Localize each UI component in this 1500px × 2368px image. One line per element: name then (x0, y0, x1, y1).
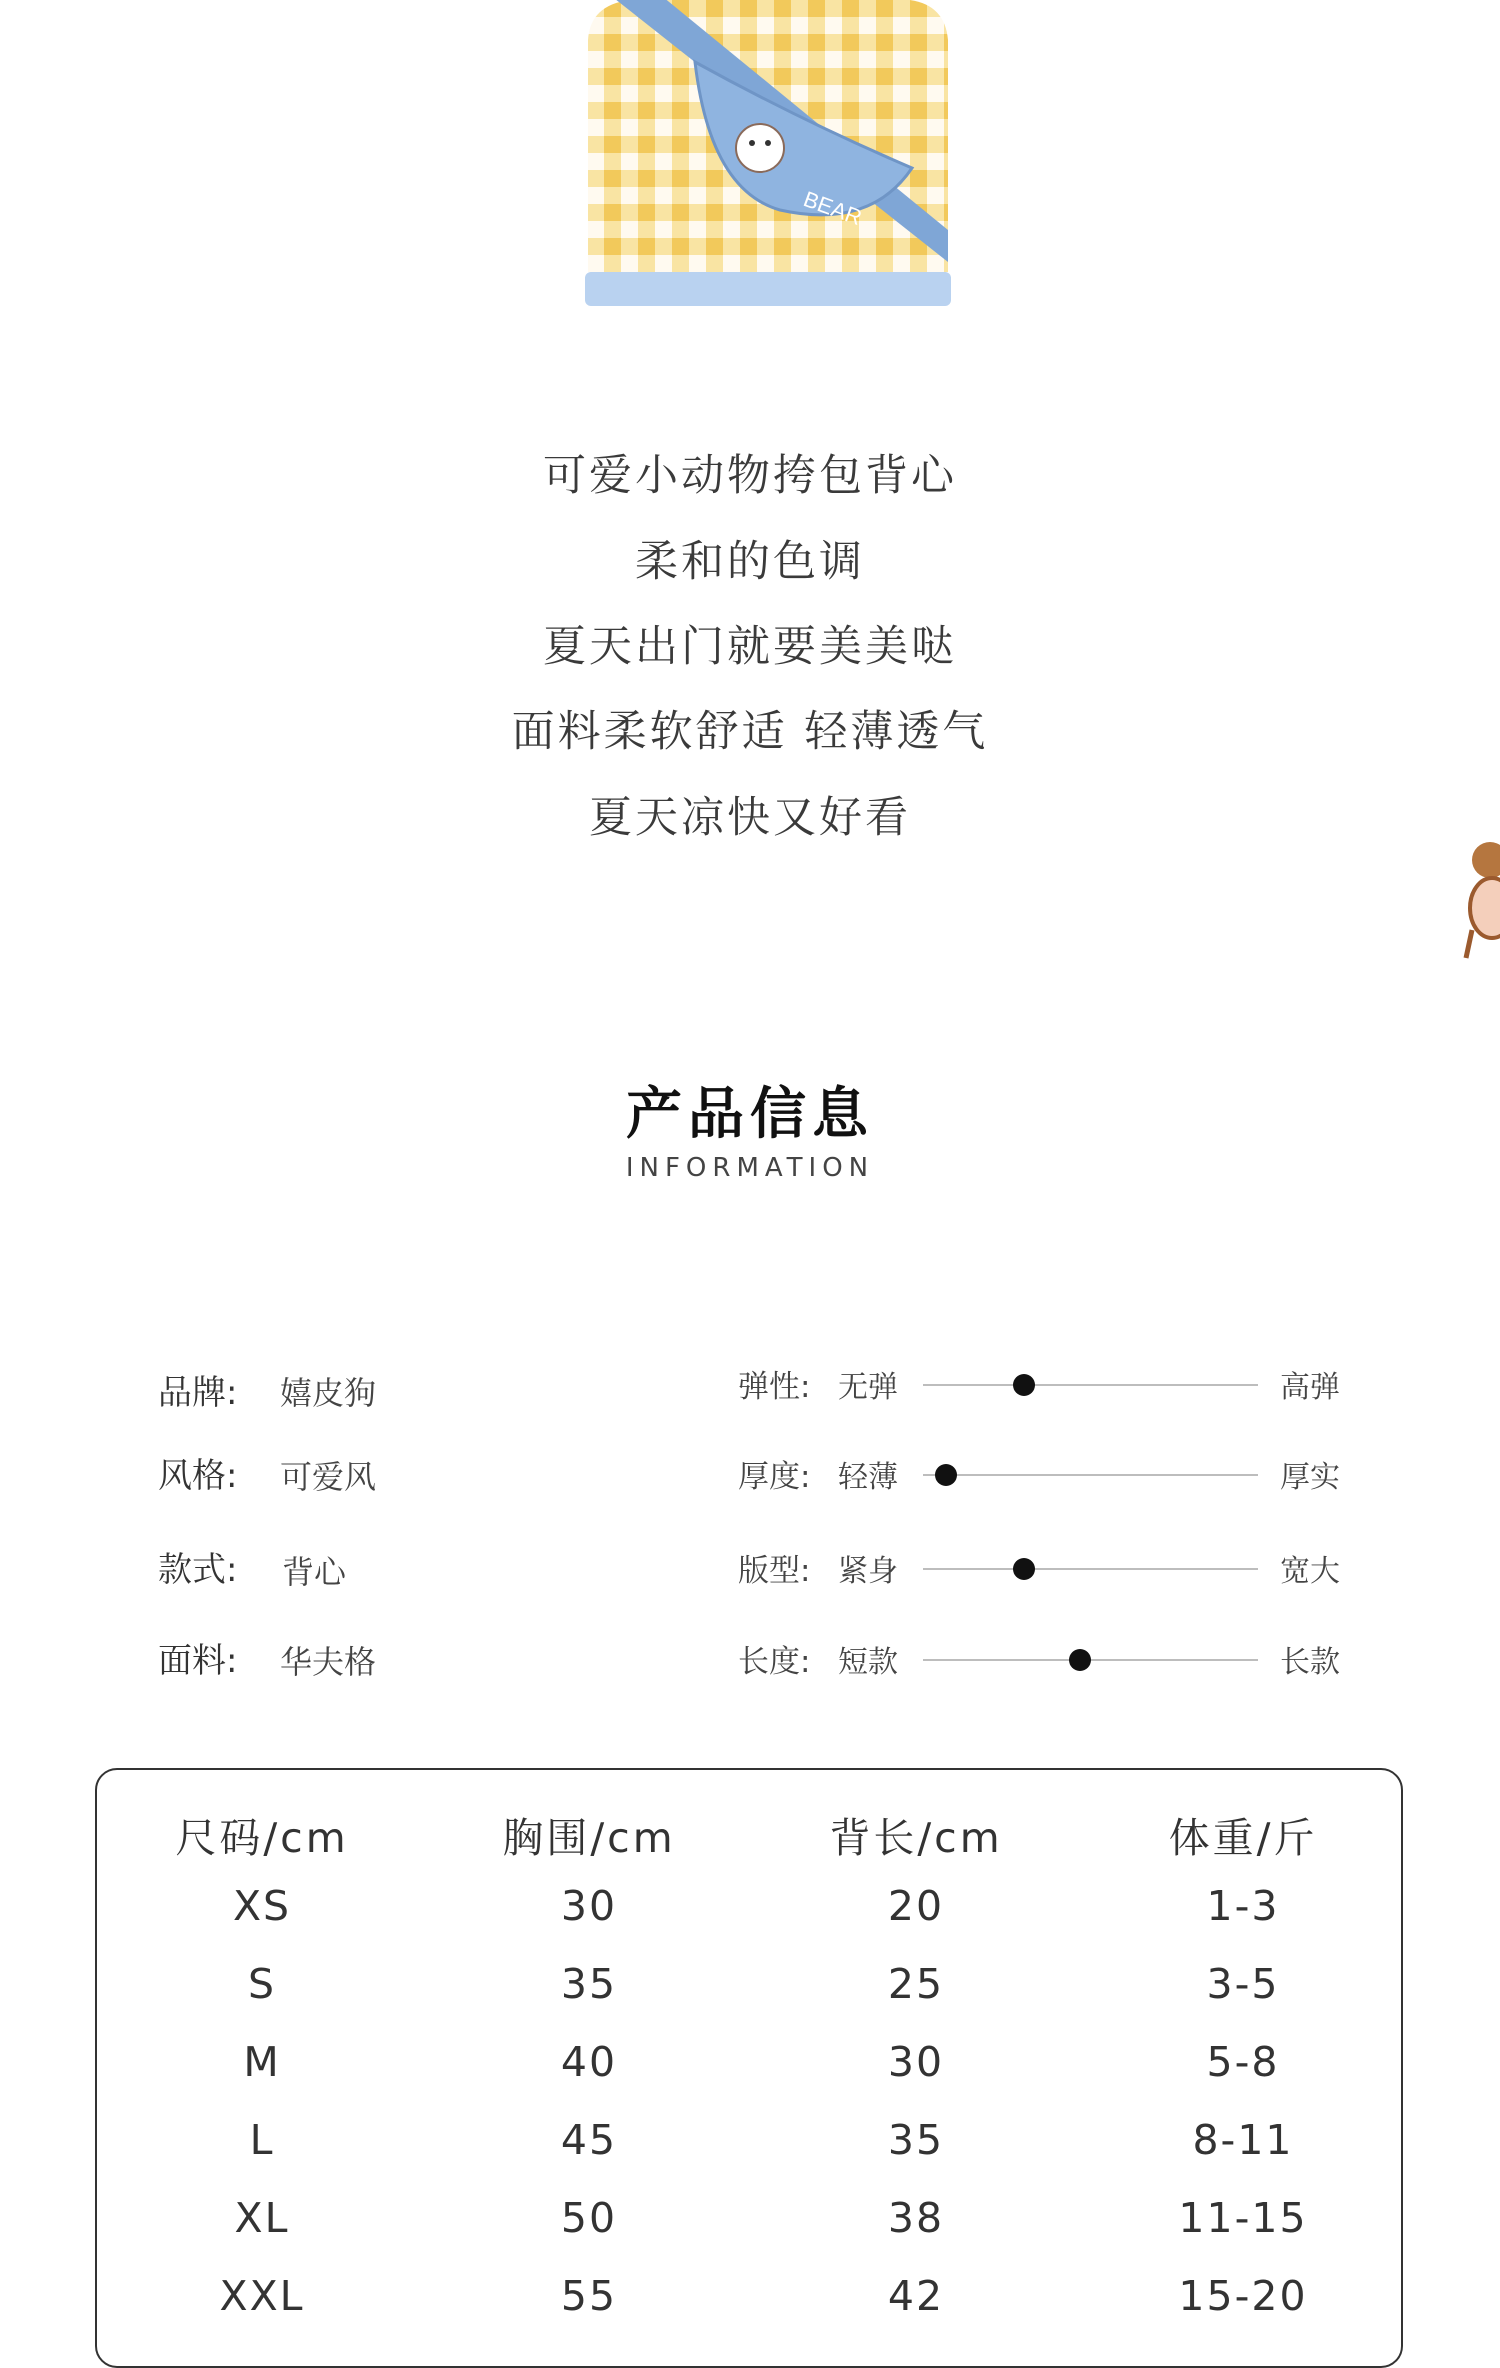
tagline-line-3: 夏天出门就要美美哒 (543, 622, 957, 672)
slider-dot-length (1069, 1649, 1091, 1671)
slider-label-thickness: 厚度: (738, 1459, 811, 1495)
bear-sticker-icon (1460, 820, 1500, 970)
table-cell-weight: 15-20 (1178, 2272, 1308, 2320)
table-cell-weight: 1-3 (1206, 1882, 1280, 1930)
slider-min-length: 短款 (838, 1645, 898, 1680)
table-cell-size: XL (234, 2194, 290, 2242)
table-cell-size: M (243, 2038, 281, 2086)
slider-track-fit (923, 1568, 1258, 1570)
info-value-brand: 嬉皮狗 (280, 1374, 377, 1412)
slider-label-fit: 版型: (738, 1553, 811, 1589)
slider-dot-elasticity (1013, 1374, 1035, 1396)
table-cell-size: S (247, 1960, 277, 2008)
slider-dot-fit (1013, 1558, 1035, 1580)
vest-illustration (570, 0, 970, 320)
section-subtitle: INFORMATION (625, 1153, 875, 1183)
table-header-back-length: 背长/cm (829, 1814, 1003, 1862)
table-cell-chest: 30 (560, 1882, 618, 1930)
table-cell-chest: 40 (560, 2038, 618, 2086)
slider-track-thickness (923, 1474, 1258, 1476)
tagline-line-1: 可爱小动物挎包背心 (543, 451, 957, 501)
bag-lettering: BEAR (800, 186, 866, 231)
section-title: 产品信息 (626, 1082, 874, 1147)
table-cell-size: XS (232, 1882, 292, 1930)
table-cell-back-length: 25 (887, 1960, 945, 2008)
slider-dot-thickness (935, 1464, 957, 1486)
slider-track-length (923, 1659, 1258, 1661)
table-cell-chest: 50 (560, 2194, 618, 2242)
slider-min-thickness: 轻薄 (838, 1460, 898, 1495)
slider-min-elasticity: 无弹 (838, 1370, 898, 1405)
table-cell-chest: 55 (560, 2272, 618, 2320)
table-header-weight: 体重/斤 (1168, 1814, 1318, 1862)
table-header-chest: 胸围/cm (502, 1814, 676, 1862)
table-cell-back-length: 42 (887, 2272, 945, 2320)
info-key-fabric: 面料: (158, 1641, 238, 1681)
slider-max-fit: 宽大 (1280, 1554, 1340, 1589)
info-key-style: 风格: (158, 1456, 238, 1496)
table-cell-size: L (249, 2116, 275, 2164)
table-cell-back-length: 30 (887, 2038, 945, 2086)
tagline-line-5: 夏天凉快又好看 (589, 793, 911, 843)
slider-max-length: 长款 (1280, 1645, 1340, 1680)
table-header-size: 尺码/cm (175, 1814, 349, 1862)
slider-min-fit: 紧身 (838, 1554, 898, 1589)
tagline-line-4: 面料柔软舒适 轻薄透气 (511, 707, 989, 757)
table-cell-back-length: 20 (887, 1882, 945, 1930)
table-cell-chest: 45 (560, 2116, 618, 2164)
info-value-style: 可爱风 (280, 1458, 377, 1496)
slider-max-thickness: 厚实 (1280, 1460, 1340, 1495)
info-key-brand: 品牌: (158, 1373, 238, 1413)
slider-max-elasticity: 高弹 (1280, 1370, 1340, 1405)
table-cell-back-length: 35 (887, 2116, 945, 2164)
table-cell-weight: 8-11 (1192, 2116, 1294, 2164)
table-cell-weight: 3-5 (1206, 1960, 1280, 2008)
table-cell-weight: 11-15 (1178, 2194, 1308, 2242)
info-key-type: 款式: (158, 1550, 238, 1590)
tagline-line-2: 柔和的色调 (635, 537, 865, 587)
table-cell-weight: 5-8 (1206, 2038, 1280, 2086)
table-cell-back-length: 38 (887, 2194, 945, 2242)
table-cell-chest: 35 (560, 1960, 618, 2008)
info-value-type: 背心 (282, 1553, 347, 1591)
size-table (95, 1768, 1403, 2368)
slider-track-elasticity (923, 1384, 1258, 1386)
slider-label-length: 长度: (738, 1644, 811, 1680)
table-cell-size: XXL (219, 2272, 305, 2320)
info-value-fabric: 华夫格 (280, 1643, 377, 1681)
slider-label-elasticity: 弹性: (738, 1369, 811, 1405)
